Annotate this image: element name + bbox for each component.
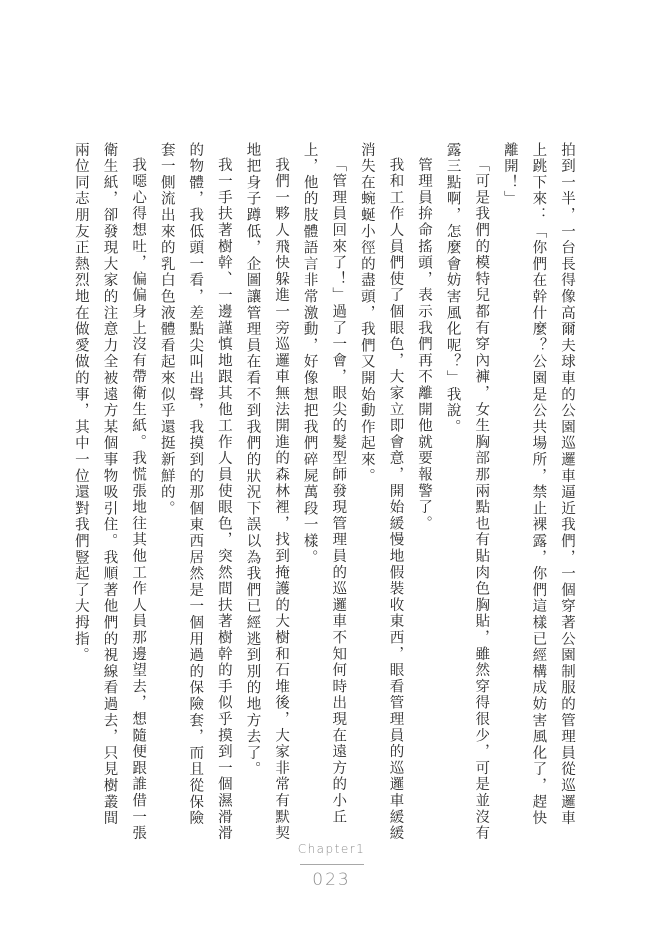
chapter-label: Chapter1 xyxy=(297,842,366,856)
paragraph: 我噁心得想吐，偏偏身上沒有帶衛生紙。我慌張地往其他工作人員那邊望去，想隨便跟誰借一張衛生紙，卻發現大家的注意力全被遠方某個事物吸引住。我順著他們的視線看過去，只見樹叢間兩位同志朋友正熱烈地在做愛做的事，其中一位還對我們豎起了大拇指。 xyxy=(72,142,147,842)
paragraph: 「管理員回來了！」過了一會，眼尖的髮型師發現管理員的巡邏車不知何時出現在遠方的小丘上，他的肢體語言非常激動，好像想把我們碎屍萬段一樣。 xyxy=(301,142,347,825)
paragraph: 管理員拚命搖頭，表示我們再不離開他就要報警了。 xyxy=(416,156,433,532)
vertical-text-body xyxy=(66,142,581,842)
folio-divider xyxy=(300,864,364,865)
paragraph: 我們一夥人飛快躲進一旁巡邏車無法開進的森林裡，找到掩護的大樹和石堆後，大家非常有默契地把身子蹲低，企圖讓管理員在看不到我們的狀況下誤以為我們已經逃到別的地方去了。 xyxy=(244,142,290,842)
paragraph: 「可是我們的模特兒都有穿內褲，女生胸部那兩點也有貼肉色胸貼，雖然穿得很少，可是並沒有露三點啊，怎麼會妨害風化呢？」我說。 xyxy=(444,142,490,842)
paragraph: 我一手扶著樹幹、一邊謹慎地跟其他工作人員使眼色，突然間扶著樹幹的手似乎摸到一個濕滑滑的物體，我低頭一看，差點尖叫出聲，我摸到的那個東西居然是一個用過的保險套，而且從保險套一側流出來的乳白色液體看起來似乎還挺新鮮的。 xyxy=(158,142,232,842)
paragraph: 我和工作人員們使了個眼色，大家立即會意，開始緩慢地假裝收東西，眼看管理員的巡邏車緩緩消失在蜿蜒小徑的盡頭，我們又開始動作起來。 xyxy=(358,142,404,842)
paragraph: 拍到一半，一台長得像高爾夫球車的公園巡邏車逼近我們，一個穿著公園制服的管理員從巡邏車上跳下來：「你們在幹什麼？公園是公共場所，禁止裸露，你們這樣已經構成妨害風化了，趕快離開！」 xyxy=(501,142,575,827)
page-number: 023 xyxy=(312,870,351,890)
